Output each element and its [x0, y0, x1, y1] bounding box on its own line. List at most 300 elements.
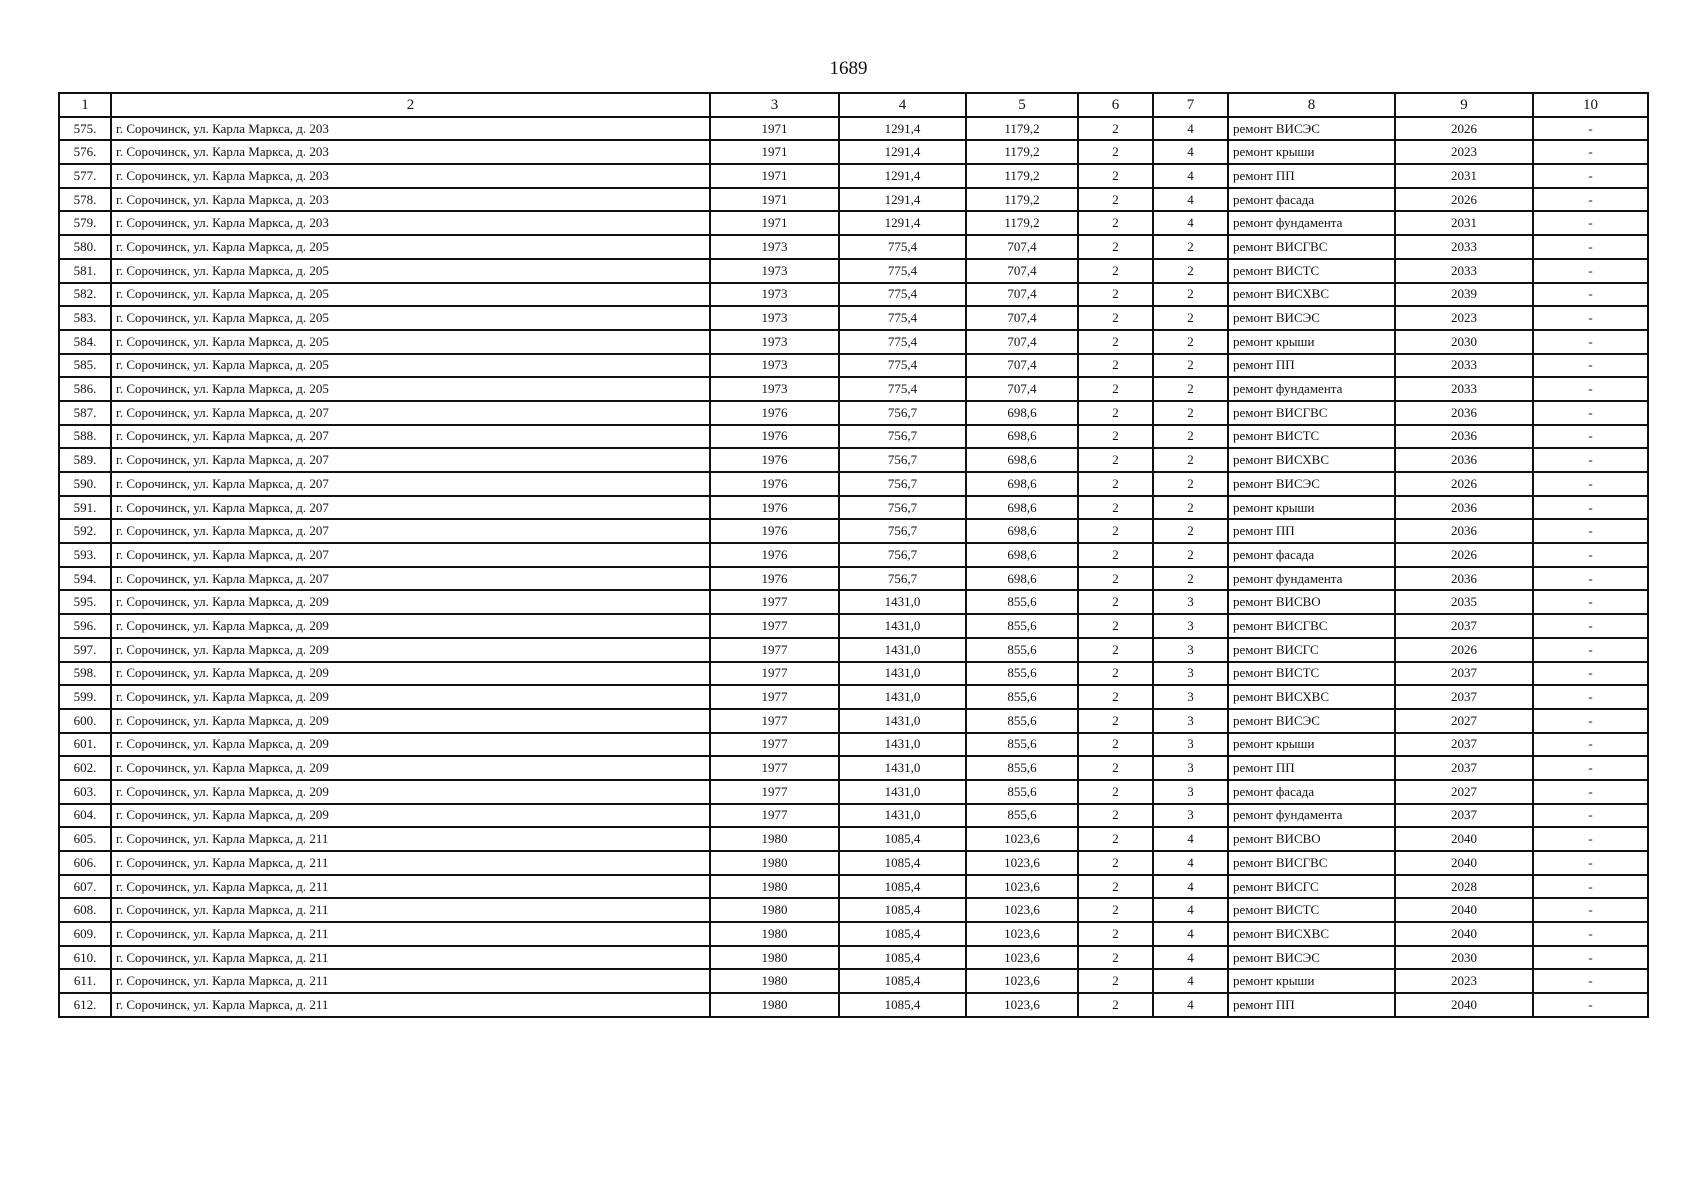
planned-year-cell: 2026: [1395, 543, 1533, 567]
planned-year-cell: 2040: [1395, 922, 1533, 946]
note-cell: -: [1533, 969, 1648, 993]
address-cell: г. Сорочинск, ул. Карла Маркса, д. 211: [111, 875, 710, 899]
work-type-cell: ремонт ВИСХВС: [1228, 685, 1395, 709]
address-cell: г. Сорочинск, ул. Карла Маркса, д. 209: [111, 614, 710, 638]
year-built-cell: 1977: [710, 685, 839, 709]
table-row: [59, 756, 1648, 780]
floors-cell: 2: [1078, 117, 1153, 141]
page-number: 1689: [829, 58, 868, 79]
row-number-cell: 600.: [59, 709, 111, 733]
total-area-cell: 775,4: [839, 306, 966, 330]
total-area-cell: 1085,4: [839, 993, 966, 1017]
total-area-cell: 1291,4: [839, 211, 966, 235]
row-number-cell: 580.: [59, 235, 111, 259]
floors-cell: 2: [1078, 354, 1153, 378]
planned-year-cell: 2033: [1395, 259, 1533, 283]
residential-area-cell: 1023,6: [966, 851, 1078, 875]
note-cell: -: [1533, 685, 1648, 709]
note-cell: -: [1533, 614, 1648, 638]
floors-cell: 2: [1078, 259, 1153, 283]
table-row: [59, 401, 1648, 425]
planned-year-cell: 2026: [1395, 117, 1533, 141]
planned-year-cell: 2023: [1395, 969, 1533, 993]
row-number-cell: 592.: [59, 519, 111, 543]
floors-cell: 2: [1078, 590, 1153, 614]
entrances-cell: 3: [1153, 590, 1228, 614]
note-cell: -: [1533, 306, 1648, 330]
table-row: [59, 590, 1648, 614]
table-row: [59, 306, 1648, 330]
table-row: [59, 685, 1648, 709]
planned-year-cell: 2028: [1395, 875, 1533, 899]
row-number-cell: 593.: [59, 543, 111, 567]
note-cell: -: [1533, 425, 1648, 449]
planned-year-cell: 2037: [1395, 804, 1533, 828]
planned-year-cell: 2023: [1395, 140, 1533, 164]
address-cell: г. Сорочинск, ул. Карла Маркса, д. 209: [111, 733, 710, 757]
year-built-cell: 1977: [710, 614, 839, 638]
year-built-cell: 1976: [710, 401, 839, 425]
entrances-cell: 4: [1153, 140, 1228, 164]
note-cell: -: [1533, 543, 1648, 567]
table-row: [59, 780, 1648, 804]
year-built-cell: 1980: [710, 993, 839, 1017]
residential-area-cell: 707,4: [966, 377, 1078, 401]
note-cell: -: [1533, 188, 1648, 212]
address-cell: г. Сорочинск, ул. Карла Маркса, д. 207: [111, 448, 710, 472]
table-row: [59, 875, 1648, 899]
note-cell: -: [1533, 472, 1648, 496]
address-cell: г. Сорочинск, ул. Карла Маркса, д. 209: [111, 638, 710, 662]
note-cell: -: [1533, 117, 1648, 141]
row-number-cell: 581.: [59, 259, 111, 283]
table-row: [59, 543, 1648, 567]
row-number-cell: 612.: [59, 993, 111, 1017]
year-built-cell: 1977: [710, 733, 839, 757]
work-type-cell: ремонт ВИСХВС: [1228, 283, 1395, 307]
year-built-cell: 1977: [710, 662, 839, 686]
address-cell: г. Сорочинск, ул. Карла Маркса, д. 211: [111, 922, 710, 946]
year-built-cell: 1973: [710, 354, 839, 378]
work-type-cell: ремонт фундамента: [1228, 377, 1395, 401]
entrances-cell: 4: [1153, 851, 1228, 875]
table-row: [59, 709, 1648, 733]
floors-cell: 2: [1078, 188, 1153, 212]
entrances-cell: 4: [1153, 188, 1228, 212]
table-row: [59, 851, 1648, 875]
residential-area-cell: 855,6: [966, 590, 1078, 614]
residential-area-cell: 1023,6: [966, 993, 1078, 1017]
row-number-cell: 611.: [59, 969, 111, 993]
total-area-cell: 1431,0: [839, 756, 966, 780]
planned-year-cell: 2037: [1395, 685, 1533, 709]
entrances-cell: 4: [1153, 211, 1228, 235]
note-cell: -: [1533, 354, 1648, 378]
work-type-cell: ремонт фундамента: [1228, 567, 1395, 591]
work-type-cell: ремонт ПП: [1228, 756, 1395, 780]
row-number-cell: 597.: [59, 638, 111, 662]
year-built-cell: 1971: [710, 211, 839, 235]
work-type-cell: ремонт ВИСЭС: [1228, 709, 1395, 733]
table-row: [59, 472, 1648, 496]
residential-area-cell: 1179,2: [966, 188, 1078, 212]
table-row: [59, 330, 1648, 354]
row-number-cell: 598.: [59, 662, 111, 686]
work-type-cell: ремонт фундамента: [1228, 211, 1395, 235]
work-type-cell: ремонт крыши: [1228, 330, 1395, 354]
floors-cell: 2: [1078, 804, 1153, 828]
row-number-cell: 590.: [59, 472, 111, 496]
residential-area-cell: 1023,6: [966, 922, 1078, 946]
planned-year-cell: 2033: [1395, 377, 1533, 401]
row-number-cell: 599.: [59, 685, 111, 709]
work-type-cell: ремонт ВИСГС: [1228, 638, 1395, 662]
table-body: [59, 117, 1648, 1017]
entrances-cell: 4: [1153, 898, 1228, 922]
year-built-cell: 1973: [710, 235, 839, 259]
year-built-cell: 1980: [710, 969, 839, 993]
address-cell: г. Сорочинск, ул. Карла Маркса, д. 205: [111, 283, 710, 307]
address-cell: г. Сорочинск, ул. Карла Маркса, д. 207: [111, 472, 710, 496]
floors-cell: 2: [1078, 614, 1153, 638]
work-type-cell: ремонт фасада: [1228, 543, 1395, 567]
row-number-cell: 596.: [59, 614, 111, 638]
entrances-cell: 4: [1153, 827, 1228, 851]
note-cell: -: [1533, 401, 1648, 425]
year-built-cell: 1971: [710, 164, 839, 188]
table-row: [59, 946, 1648, 970]
table-row: [59, 993, 1648, 1017]
work-type-cell: ремонт крыши: [1228, 496, 1395, 520]
note-cell: -: [1533, 496, 1648, 520]
address-cell: г. Сорочинск, ул. Карла Маркса, д. 207: [111, 543, 710, 567]
note-cell: -: [1533, 638, 1648, 662]
floors-cell: 2: [1078, 922, 1153, 946]
year-built-cell: 1976: [710, 496, 839, 520]
total-area-cell: 1085,4: [839, 946, 966, 970]
table-row: [59, 283, 1648, 307]
floors-cell: 2: [1078, 140, 1153, 164]
row-number-cell: 610.: [59, 946, 111, 970]
planned-year-cell: 2031: [1395, 211, 1533, 235]
row-number-cell: 577.: [59, 164, 111, 188]
note-cell: -: [1533, 211, 1648, 235]
year-built-cell: 1977: [710, 709, 839, 733]
floors-cell: 2: [1078, 496, 1153, 520]
work-type-cell: ремонт ВИСВО: [1228, 827, 1395, 851]
row-number-cell: 588.: [59, 425, 111, 449]
year-built-cell: 1971: [710, 140, 839, 164]
column-header-10: 10: [1533, 93, 1648, 117]
row-number-cell: 594.: [59, 567, 111, 591]
address-cell: г. Сорочинск, ул. Карла Маркса, д. 209: [111, 590, 710, 614]
year-built-cell: 1976: [710, 567, 839, 591]
year-built-cell: 1980: [710, 922, 839, 946]
floors-cell: 2: [1078, 756, 1153, 780]
residential-area-cell: 1023,6: [966, 827, 1078, 851]
residential-area-cell: 698,6: [966, 425, 1078, 449]
address-cell: г. Сорочинск, ул. Карла Маркса, д. 211: [111, 898, 710, 922]
residential-area-cell: 707,4: [966, 330, 1078, 354]
total-area-cell: 1291,4: [839, 164, 966, 188]
table-row: [59, 188, 1648, 212]
work-type-cell: ремонт ВИСГВС: [1228, 614, 1395, 638]
entrances-cell: 2: [1153, 259, 1228, 283]
row-number-cell: 584.: [59, 330, 111, 354]
entrances-cell: 2: [1153, 448, 1228, 472]
address-cell: г. Сорочинск, ул. Карла Маркса, д. 205: [111, 354, 710, 378]
floors-cell: 2: [1078, 377, 1153, 401]
table-row: [59, 448, 1648, 472]
total-area-cell: 1431,0: [839, 614, 966, 638]
planned-year-cell: 2026: [1395, 472, 1533, 496]
entrances-cell: 2: [1153, 306, 1228, 330]
planned-year-cell: 2039: [1395, 283, 1533, 307]
planned-year-cell: 2023: [1395, 306, 1533, 330]
entrances-cell: 3: [1153, 638, 1228, 662]
row-number-cell: 586.: [59, 377, 111, 401]
floors-cell: 2: [1078, 330, 1153, 354]
total-area-cell: 1291,4: [839, 117, 966, 141]
address-cell: г. Сорочинск, ул. Карла Маркса, д. 211: [111, 993, 710, 1017]
work-type-cell: ремонт ВИСТС: [1228, 259, 1395, 283]
planned-year-cell: 2037: [1395, 614, 1533, 638]
address-cell: г. Сорочинск, ул. Карла Маркса, д. 207: [111, 567, 710, 591]
column-header-6: 6: [1078, 93, 1153, 117]
planned-year-cell: 2040: [1395, 993, 1533, 1017]
total-area-cell: 775,4: [839, 283, 966, 307]
row-number-cell: 604.: [59, 804, 111, 828]
row-number-cell: 602.: [59, 756, 111, 780]
residential-area-cell: 1023,6: [966, 898, 1078, 922]
floors-cell: 2: [1078, 472, 1153, 496]
floors-cell: 2: [1078, 519, 1153, 543]
work-type-cell: ремонт фасада: [1228, 780, 1395, 804]
year-built-cell: 1971: [710, 188, 839, 212]
row-number-cell: 583.: [59, 306, 111, 330]
total-area-cell: 1431,0: [839, 662, 966, 686]
row-number-cell: 605.: [59, 827, 111, 851]
work-type-cell: ремонт фундамента: [1228, 804, 1395, 828]
work-type-cell: ремонт ВИСГС: [1228, 875, 1395, 899]
floors-cell: 2: [1078, 993, 1153, 1017]
work-type-cell: ремонт ВИСГВС: [1228, 851, 1395, 875]
entrances-cell: 3: [1153, 614, 1228, 638]
row-number-cell: 589.: [59, 448, 111, 472]
floors-cell: 2: [1078, 425, 1153, 449]
floors-cell: 2: [1078, 780, 1153, 804]
planned-year-cell: 2027: [1395, 709, 1533, 733]
work-type-cell: ремонт ВИСЭС: [1228, 306, 1395, 330]
note-cell: -: [1533, 283, 1648, 307]
planned-year-cell: 2036: [1395, 496, 1533, 520]
row-number-cell: 603.: [59, 780, 111, 804]
year-built-cell: 1973: [710, 283, 839, 307]
header-row: [59, 93, 1648, 117]
address-cell: г. Сорочинск, ул. Карла Маркса, д. 209: [111, 662, 710, 686]
total-area-cell: 1431,0: [839, 590, 966, 614]
total-area-cell: 1085,4: [839, 969, 966, 993]
entrances-cell: 2: [1153, 567, 1228, 591]
total-area-cell: 1085,4: [839, 898, 966, 922]
row-number-cell: 578.: [59, 188, 111, 212]
work-type-cell: ремонт ВИСЭС: [1228, 117, 1395, 141]
planned-year-cell: 2037: [1395, 756, 1533, 780]
column-header-5: 5: [966, 93, 1078, 117]
residential-area-cell: 855,6: [966, 662, 1078, 686]
planned-year-cell: 2033: [1395, 354, 1533, 378]
residential-area-cell: 1023,6: [966, 946, 1078, 970]
planned-year-cell: 2026: [1395, 638, 1533, 662]
note-cell: -: [1533, 898, 1648, 922]
total-area-cell: 756,7: [839, 401, 966, 425]
row-number-cell: 595.: [59, 590, 111, 614]
total-area-cell: 1431,0: [839, 638, 966, 662]
address-cell: г. Сорочинск, ул. Карла Маркса, д. 209: [111, 804, 710, 828]
total-area-cell: 756,7: [839, 448, 966, 472]
total-area-cell: 756,7: [839, 519, 966, 543]
planned-year-cell: 2035: [1395, 590, 1533, 614]
note-cell: -: [1533, 590, 1648, 614]
floors-cell: 2: [1078, 709, 1153, 733]
residential-area-cell: 698,6: [966, 401, 1078, 425]
entrances-cell: 4: [1153, 875, 1228, 899]
note-cell: -: [1533, 922, 1648, 946]
table-row: [59, 567, 1648, 591]
note-cell: -: [1533, 709, 1648, 733]
work-type-cell: ремонт ВИСЭС: [1228, 472, 1395, 496]
year-built-cell: 1976: [710, 472, 839, 496]
note-cell: -: [1533, 164, 1648, 188]
residential-area-cell: 855,6: [966, 685, 1078, 709]
note-cell: -: [1533, 662, 1648, 686]
year-built-cell: 1973: [710, 330, 839, 354]
planned-year-cell: 2037: [1395, 733, 1533, 757]
address-cell: г. Сорочинск, ул. Карла Маркса, д. 207: [111, 519, 710, 543]
table-row: [59, 638, 1648, 662]
planned-year-cell: 2036: [1395, 425, 1533, 449]
table-row: [59, 969, 1648, 993]
residential-area-cell: 707,4: [966, 306, 1078, 330]
residential-area-cell: 855,6: [966, 733, 1078, 757]
floors-cell: 2: [1078, 851, 1153, 875]
table-row: [59, 922, 1648, 946]
residential-area-cell: 698,6: [966, 496, 1078, 520]
work-type-cell: ремонт крыши: [1228, 140, 1395, 164]
table-row: [59, 140, 1648, 164]
planned-year-cell: 2030: [1395, 946, 1533, 970]
residential-area-cell: 698,6: [966, 567, 1078, 591]
year-built-cell: 1973: [710, 377, 839, 401]
address-cell: г. Сорочинск, ул. Карла Маркса, д. 207: [111, 401, 710, 425]
address-cell: г. Сорочинск, ул. Карла Маркса, д. 205: [111, 235, 710, 259]
column-header-2: 2: [111, 93, 710, 117]
work-type-cell: ремонт ВИСГВС: [1228, 235, 1395, 259]
planned-year-cell: 2036: [1395, 401, 1533, 425]
year-built-cell: 1973: [710, 306, 839, 330]
address-cell: г. Сорочинск, ул. Карла Маркса, д. 203: [111, 188, 710, 212]
residential-area-cell: 1179,2: [966, 164, 1078, 188]
note-cell: -: [1533, 946, 1648, 970]
year-built-cell: 1976: [710, 425, 839, 449]
total-area-cell: 775,4: [839, 330, 966, 354]
residential-area-cell: 855,6: [966, 780, 1078, 804]
residential-area-cell: 698,6: [966, 472, 1078, 496]
total-area-cell: 1431,0: [839, 804, 966, 828]
work-type-cell: ремонт фасада: [1228, 188, 1395, 212]
note-cell: -: [1533, 140, 1648, 164]
entrances-cell: 2: [1153, 472, 1228, 496]
entrances-cell: 3: [1153, 662, 1228, 686]
work-type-cell: ремонт ВИСТС: [1228, 425, 1395, 449]
residential-area-cell: 698,6: [966, 519, 1078, 543]
address-cell: г. Сорочинск, ул. Карла Маркса, д. 211: [111, 946, 710, 970]
note-cell: -: [1533, 377, 1648, 401]
entrances-cell: 3: [1153, 733, 1228, 757]
entrances-cell: 2: [1153, 354, 1228, 378]
address-cell: г. Сорочинск, ул. Карла Маркса, д. 207: [111, 425, 710, 449]
note-cell: -: [1533, 235, 1648, 259]
work-type-cell: ремонт ПП: [1228, 354, 1395, 378]
total-area-cell: 1085,4: [839, 875, 966, 899]
floors-cell: 2: [1078, 164, 1153, 188]
table-row: [59, 117, 1648, 141]
address-cell: г. Сорочинск, ул. Карла Маркса, д. 211: [111, 851, 710, 875]
address-cell: г. Сорочинск, ул. Карла Маркса, д. 209: [111, 685, 710, 709]
year-built-cell: 1976: [710, 448, 839, 472]
floors-cell: 2: [1078, 567, 1153, 591]
floors-cell: 2: [1078, 401, 1153, 425]
residential-area-cell: 855,6: [966, 804, 1078, 828]
residential-area-cell: 707,4: [966, 235, 1078, 259]
table-row: [59, 614, 1648, 638]
total-area-cell: 756,7: [839, 543, 966, 567]
year-built-cell: 1980: [710, 946, 839, 970]
total-area-cell: 1291,4: [839, 140, 966, 164]
note-cell: -: [1533, 875, 1648, 899]
note-cell: -: [1533, 851, 1648, 875]
total-area-cell: 775,4: [839, 259, 966, 283]
planned-year-cell: 2040: [1395, 851, 1533, 875]
residential-area-cell: 855,6: [966, 638, 1078, 662]
floors-cell: 2: [1078, 638, 1153, 662]
table-row: [59, 496, 1648, 520]
year-built-cell: 1980: [710, 827, 839, 851]
address-cell: г. Сорочинск, ул. Карла Маркса, д. 211: [111, 969, 710, 993]
note-cell: -: [1533, 259, 1648, 283]
entrances-cell: 3: [1153, 709, 1228, 733]
total-area-cell: 756,7: [839, 496, 966, 520]
work-type-cell: ремонт крыши: [1228, 733, 1395, 757]
planned-year-cell: 2031: [1395, 164, 1533, 188]
planned-year-cell: 2027: [1395, 780, 1533, 804]
row-number-cell: 587.: [59, 401, 111, 425]
year-built-cell: 1973: [710, 259, 839, 283]
total-area-cell: 1431,0: [839, 685, 966, 709]
year-built-cell: 1976: [710, 519, 839, 543]
year-built-cell: 1980: [710, 851, 839, 875]
work-type-cell: ремонт ВИСТС: [1228, 662, 1395, 686]
entrances-cell: 2: [1153, 425, 1228, 449]
address-cell: г. Сорочинск, ул. Карла Маркса, д. 203: [111, 164, 710, 188]
residential-area-cell: 855,6: [966, 756, 1078, 780]
floors-cell: 2: [1078, 685, 1153, 709]
row-number-cell: 607.: [59, 875, 111, 899]
note-cell: -: [1533, 780, 1648, 804]
floors-cell: 2: [1078, 946, 1153, 970]
table-row: [59, 733, 1648, 757]
floors-cell: 2: [1078, 875, 1153, 899]
